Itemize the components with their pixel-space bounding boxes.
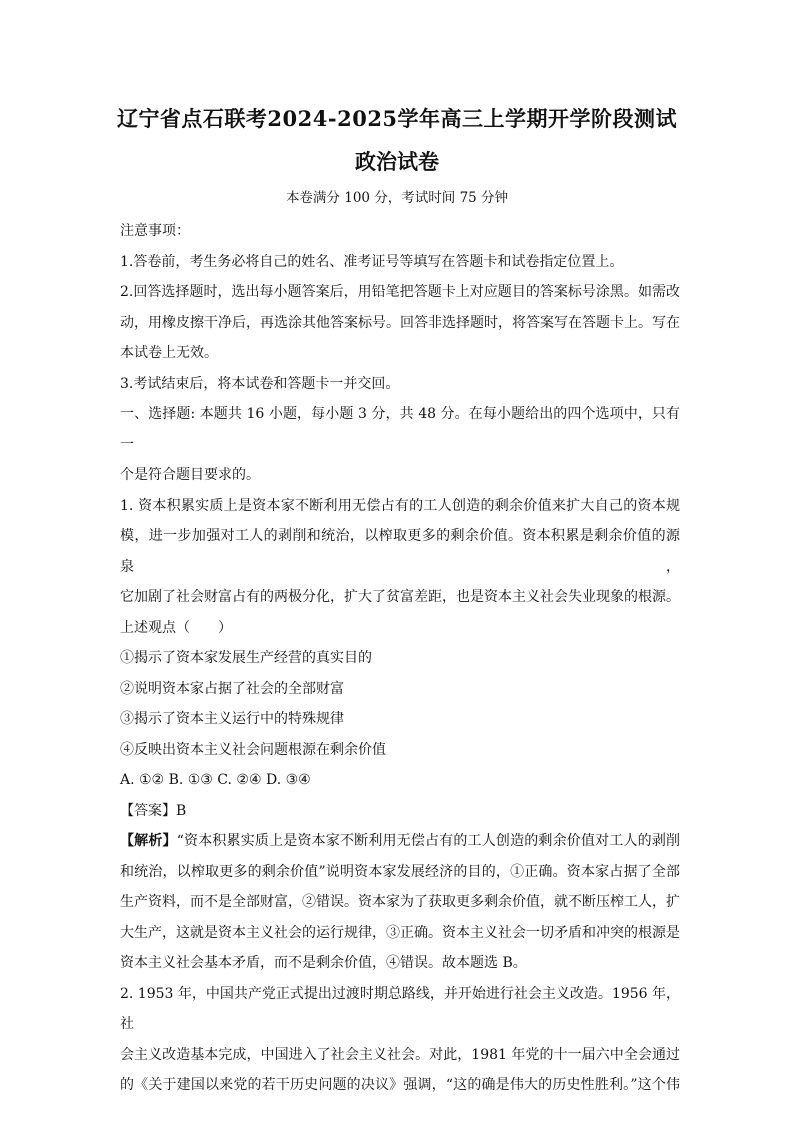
q2-stem-line-1: 2. 1953 年，中国共产党正式提出过渡时期总路线，并开始进行社会主义改造。1956 年，社 [120, 985, 680, 1032]
q1-analysis-line-5: 资本主义社会基本矛盾，而不是剩余价值，④错误。故本题选 B。 [120, 955, 527, 971]
notice-item-3: 3.考试结束后，将本试卷和答题卡一并交回。 [120, 375, 400, 392]
q1-option-1: ①揭示了资本家发展生产经营的真实目的 [120, 650, 372, 666]
q1-option-3: ③揭示了资本主义运行中的特殊规律 [120, 711, 344, 727]
exam-info: 本卷满分 100 分，考试时间 75 分钟 [285, 190, 509, 206]
q1-choices: A. ①② B. ①③ C. ②④ D. ③④ [120, 772, 311, 788]
q2-stem-line-3: 的《关于建国以来党的若干历史问题的决议》强调，“这的确是伟大的历史性胜利。”这个伟 [120, 1077, 680, 1093]
q1-analysis-line-2: 和统治，以榨取更多的剩余价值”说明资本家发展经济的目的，①正确。资本家占据了全部 [120, 863, 680, 880]
section-heading-line-2: 个是符合题目要求的。 [120, 467, 260, 483]
q1-option-4: ④反映出资本主义社会问题根源在剩余价值 [120, 741, 386, 758]
q1-answer: 【答案】B [120, 802, 187, 819]
exam-title: 辽宁省点石联考2024-2025学年高三上学期开学阶段测试 [116, 106, 678, 131]
q1-analysis-line-4: 大生产，这就是资本主义社会的运行规律，③正确。资本主义社会一切矛盾和冲突的根源是 [120, 924, 680, 941]
q1-stem-line-3: 它加剧了社会财富占有的两极分化，扩大了贫富差距，也是资本主义社会失业现象的根源。 [120, 589, 680, 605]
exam-subject-title: 政治试卷 [355, 149, 439, 174]
q1-stem-line-4: 上述观点（ ） [120, 619, 232, 636]
q1-stem-line-1: 1. 资本积累实质上是资本家不断利用无偿占有的工人创造的剩余价值来扩大自己的资本规 [120, 497, 680, 514]
notice-item-1: 1.答卷前，考生务必将自己的姓名、准考证号等填写在答题卡和试卷指定位置上。 [120, 253, 624, 270]
notice-item-2-line-2: 动，用橡皮擦干净后，再选涂其他答案标号。回答非选择题时，将答案写在答题卡上。写在 [120, 314, 680, 331]
q2-stem-line-2: 会主义改造基本完成，中国进入了社会主义社会。对此，1981 年党的十一届六中全会通过 [120, 1046, 680, 1063]
exam-body [120, 216, 680, 1101]
notice-item-2-line-1: 2.回答选择题时，选出每小题答案后，用铅笔把答题卡上对应题目的答案标号涂黑。如需改 [120, 284, 680, 300]
notice-heading: 注意事项： [120, 223, 190, 239]
notice-item-2-line-3: 本试卷上无效。 [120, 345, 218, 361]
q1-option-2: ②说明资本家占据了社会的全部财富 [120, 680, 344, 697]
analysis-text: “资本积累实质上是资本家不断利用无偿占有的工人创造的剩余价值对工人的剥削 [176, 833, 681, 849]
analysis-label: 【解析】 [120, 833, 177, 849]
section-heading-line-1: 一、选择题: 本题共 16 小题，每小题 3 分，共 48 分。在每小题给出的四个选项中，只有一 [120, 406, 680, 453]
q1-stem-line-2: 模，进一步加强对工人的剥削和统治，以榨取更多的剩余价值。资本积累是剩余价值的源泉， [120, 528, 680, 575]
q1-analysis-line-1 [120, 826, 680, 857]
q1-analysis-line-3: 生产资料，而不是全部财富，②错误。资本家为了获取更多剩余价值，就不断压榨工人，扩 [120, 894, 680, 910]
